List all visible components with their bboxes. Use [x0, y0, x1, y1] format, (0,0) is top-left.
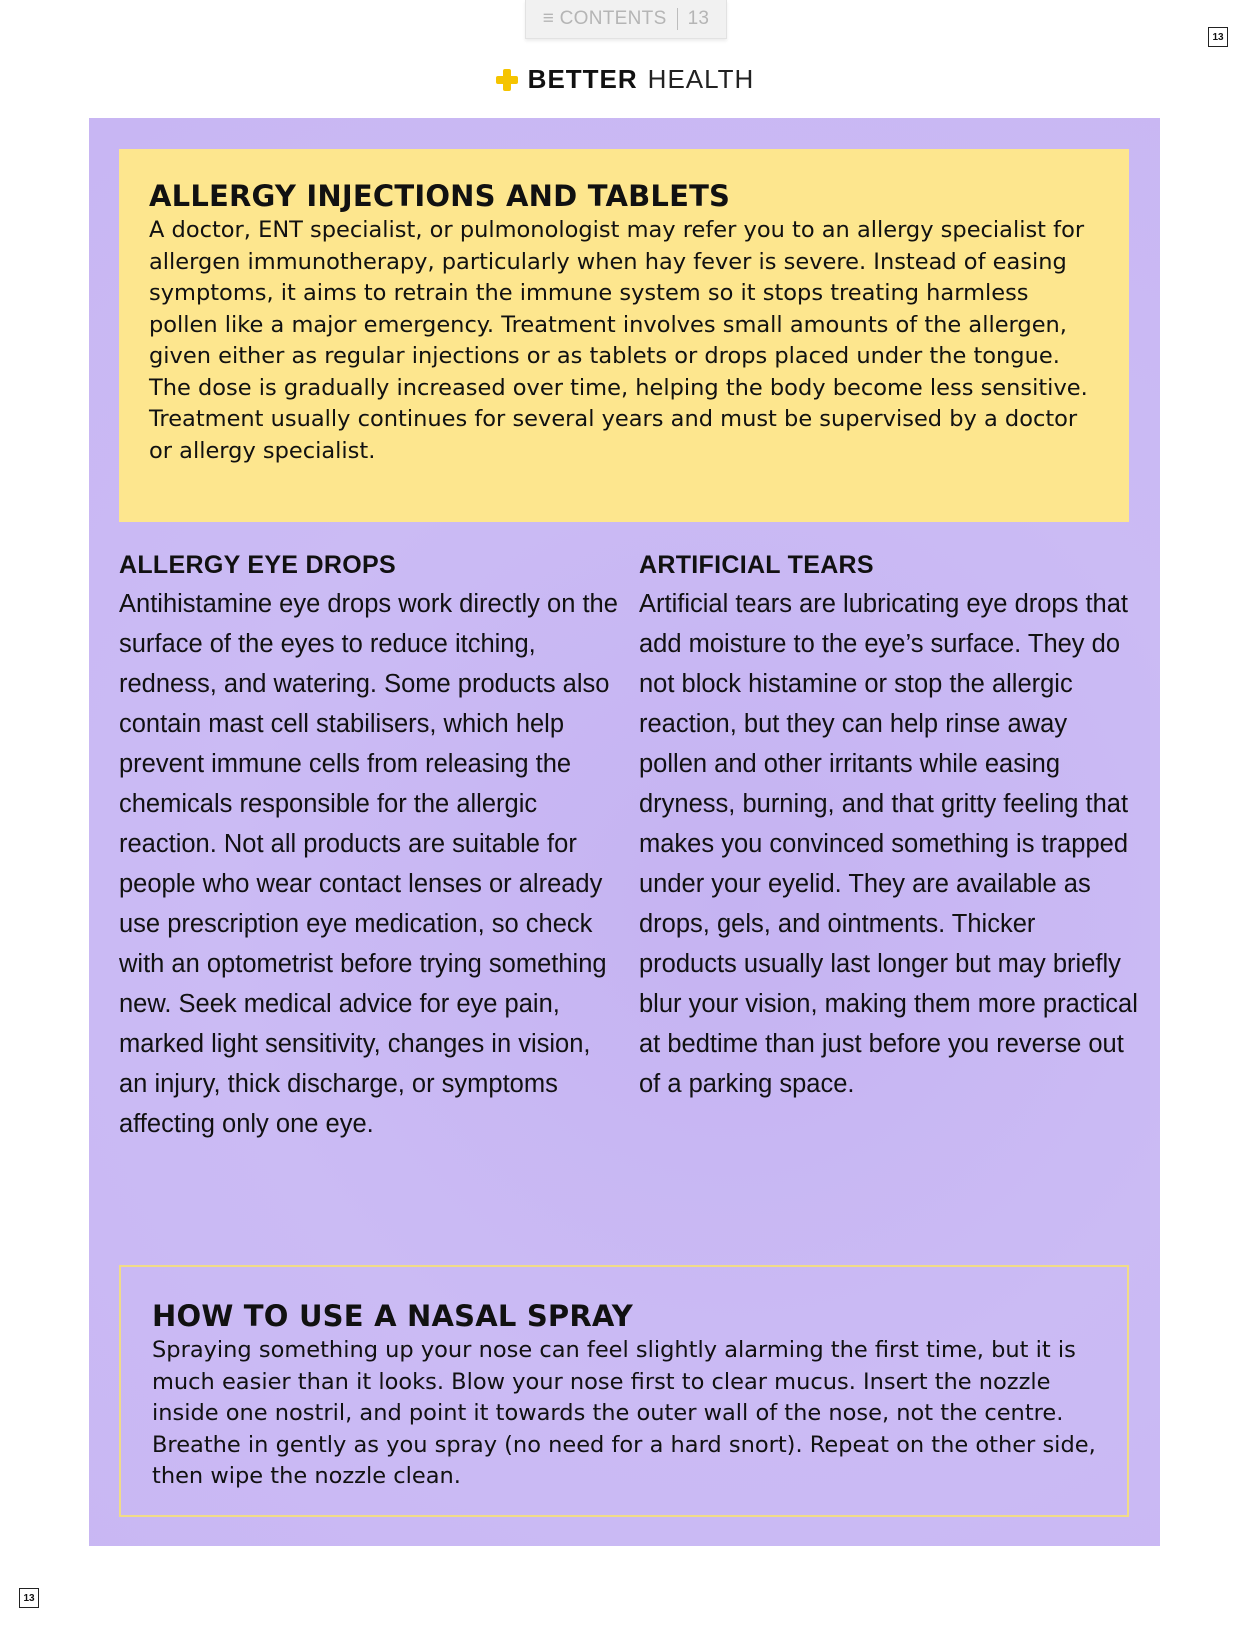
- brand-name-light: HEALTH: [647, 64, 755, 94]
- brand-header: [0, 64, 1250, 95]
- eye-drops-heading: ALLERGY EYE DROPS: [119, 551, 396, 579]
- contents-label: ≡ CONTENTS: [542, 8, 667, 29]
- artificial-tears-column: [639, 551, 1139, 1104]
- nasal-spray-title: HOW TO USE A NASAL SPRAY: [152, 1299, 633, 1333]
- injections-box: [119, 149, 1129, 522]
- plus-cross-icon: [496, 69, 518, 91]
- injections-body: A doctor, ENT specialist, or pulmonologist may refer you to an allergy specialist for allergen immunotherapy, particularly when hay fever is severe. Instead of easing symptoms, it aims to retrain the immune system so it stops treating harmless pollen like a major emergency. Treatment involves small amounts of the allergen, given either as regular injections or as tablets or drops placed under the tongue. The dose is gradually increased over time, helping the body become less sensitive. Treatment usually continues for several years and must be supervised by a doctor or allergy specialist.: [149, 217, 1088, 464]
- page-number-top[interactable]: 13: [1208, 27, 1228, 47]
- tab-divider: [677, 8, 678, 30]
- nasal-spray-body: Spraying something up your nose can feel slightly alarming the first time, but it is much easier than it looks. Blow your nose first to clear mucus. Insert the nozzle inside one nostril, and point it towards the outer wall of the nose, not the centre. Breathe in gently as you spray (no need for a hard snort). Repeat on the other side, then wipe the nozzle clean.: [152, 1337, 1096, 1489]
- page-number-bottom[interactable]: 13: [19, 1588, 39, 1608]
- contents-nav-tab[interactable]: [525, 0, 727, 39]
- contents-page-number: 13: [687, 8, 710, 29]
- eye-drops-column: [119, 551, 619, 1144]
- injections-title: ALLERGY INJECTIONS AND TABLETS: [149, 179, 731, 213]
- eye-drops-body: Antihistamine eye drops work directly on the surface of the eyes to reduce itching, redness, and watering. Some products also contain mast cell stabilisers, which help prevent immune cells from releasing the chemicals responsible for the allergic reaction. Not all products are suitable for people who wear contact lenses or already use prescription eye medication, so check with an optometrist before trying something new. Seek medical advice for eye pain, marked light sensitivity, changes in vision, an injury, thick discharge, or symptoms affecting only one eye.: [119, 590, 618, 1138]
- nasal-spray-box: [119, 1265, 1129, 1517]
- artificial-tears-body: Artificial tears are lubricating eye drops that add moisture to the eye’s surface. They do not block histamine or stop the allergic reaction, but they can help rinse away pollen and other irritants while easing dryness, burning, and that gritty feeling that makes you convinced something is trapped under your eyelid. They are available as drops, gels, and ointments. Thicker products usually last longer but may briefly blur your vision, making them more practical at bedtime than just before you reverse out of a parking space.: [639, 590, 1138, 1098]
- artificial-tears-heading: ARTIFICIAL TEARS: [639, 551, 874, 579]
- brand-name-bold: BETTER: [527, 64, 638, 94]
